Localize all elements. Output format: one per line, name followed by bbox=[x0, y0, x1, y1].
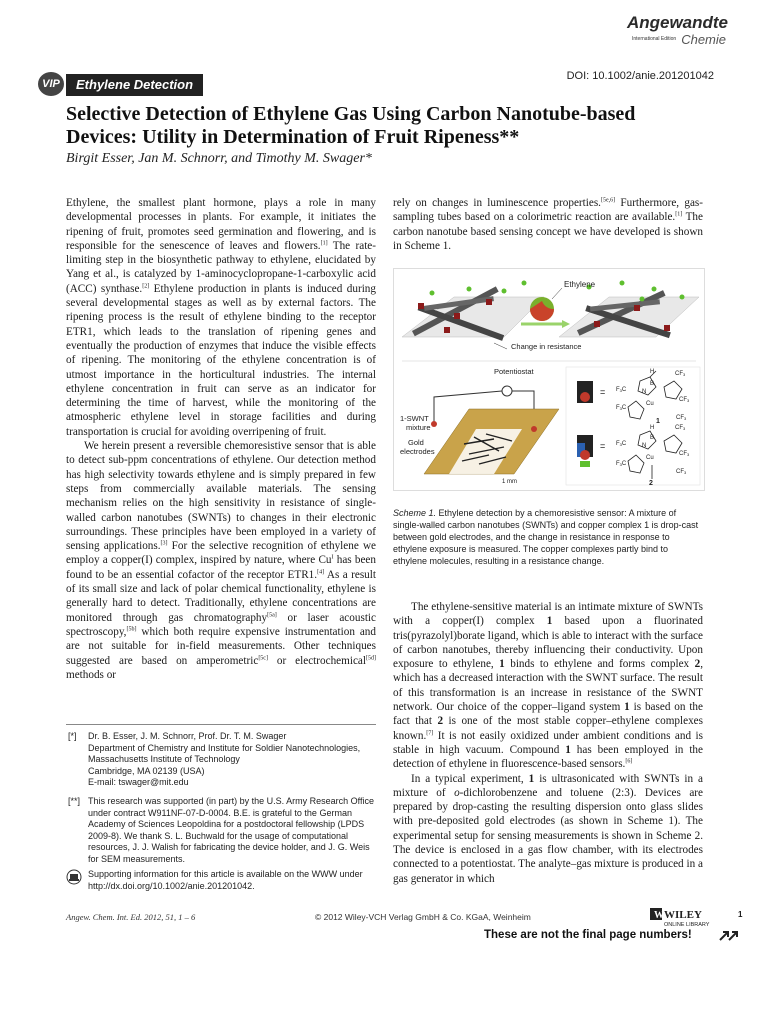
svg-text:W: W bbox=[654, 910, 664, 921]
journal-citation: Angew. Chem. Int. Ed. 2012, 51, 1 – 6 bbox=[66, 912, 196, 922]
reference[interactable]: [5c] bbox=[258, 654, 268, 661]
page-number: 1 bbox=[738, 910, 743, 919]
reference[interactable]: [1] bbox=[320, 240, 328, 247]
svg-text:F3C: F3C bbox=[616, 405, 627, 411]
paragraph: rely on changes in luminescence properties.[5e,6] Furthermore, gas-sampling tubes based on a colorimetric reaction are available.[1] The carbon nanotube based sensing concept we have developed is shown in Scheme 1. bbox=[393, 197, 703, 252]
svg-text:H: H bbox=[650, 425, 655, 431]
scheme-illustration bbox=[394, 269, 704, 490]
svg-text:=: = bbox=[600, 441, 606, 451]
footnote-acknowledgement: [**] This research was supported (in part) by the U.S. Army Research Office under contract W911NF-07-D-0004. B.E. is grateful to the German Academy of Sciences Leopoldina for a postdoctoral fellowship (LPDS 2009-8). We thank S. L. Buchwald for the usage of computational resources, J. J. Walish for fabricating the device holder, and J. G. Weis for SEM measurements. bbox=[68, 796, 374, 864]
footnote-affiliation: [*] Dr. B. Esser, J. M. Schnorr, Prof. Dr. T. M. Swager Department of Chemistry and Institute for Soldier Nanotechnologies, Massachusetts Institute of Technology Cambridge, MA 02139 (USA) E-mail: tswager@mit.edu bbox=[68, 731, 361, 788]
author-list: Birgit Esser, Jan M. Schnorr, and Timothy M. Swager* bbox=[66, 151, 372, 166]
svg-text:N: N bbox=[642, 443, 647, 449]
svg-text:F3C: F3C bbox=[616, 441, 627, 447]
final-page-note: These are not the final page numbers! bbox=[484, 929, 692, 941]
scheme-caption: Scheme 1. Ethylene detection by a chemoresistive sensor: A mixture of single-walled carbon nanotubes (SWNTs) and copper complex 1 is drop-cast between gold electrodes, and the change in resistance in response to ethylene exposure is measured. The copper complexes partly bind to ethylene molecules, resulting in a resistance change. bbox=[393, 508, 699, 566]
reference[interactable]: [5b] bbox=[126, 626, 137, 633]
scheme-1-figure bbox=[393, 268, 705, 491]
reference[interactable]: [1] bbox=[675, 211, 683, 218]
svg-text:CF3: CF3 bbox=[679, 397, 690, 403]
reference[interactable]: [5a] bbox=[267, 611, 277, 618]
compound-1-label: 1 bbox=[656, 418, 660, 425]
swnt-label: 1-SWNT bbox=[400, 414, 429, 423]
footnote-divider bbox=[66, 724, 376, 725]
body-left-column bbox=[66, 196, 376, 682]
svg-text:F3C: F3C bbox=[616, 387, 627, 393]
svg-text:Cu: Cu bbox=[646, 401, 654, 407]
svg-text:ONLINE LIBRARY: ONLINE LIBRARY bbox=[664, 922, 710, 928]
reference[interactable]: [7] bbox=[426, 729, 434, 736]
journal-name: Angewandte bbox=[626, 13, 728, 32]
reference[interactable]: [6] bbox=[625, 758, 633, 765]
wiley-online-library-logo bbox=[650, 906, 743, 928]
svg-text:CF3: CF3 bbox=[675, 425, 686, 431]
reference[interactable]: [2] bbox=[142, 283, 150, 290]
paragraph: In a typical experiment, 1 is ultrasonicated with SWNTs in a mixture of o-dichlorobenzene and toluene (2:3). Devices are prepared by drop-casting the resulting dispersion onto glass slides with pre-deposited gold electrodes (as shown in Scheme 1). The experimental setup for sensing measurements is shown in Scheme 2. The device is enclosed in a gas flow chamber, with its electrodes connected to a potentiostat. The analyte–gas mixture is produced in a gas generator in which bbox=[393, 772, 704, 885]
svg-text:B: B bbox=[650, 435, 655, 441]
article-title: Selective Detection of Ethylene Gas Using Carbon Nanotube-based Devices: Utility in Determination of Fruit Ripeness** bbox=[66, 103, 636, 148]
svg-text:B: B bbox=[650, 381, 655, 387]
scheme-caption-label: Scheme 1. bbox=[393, 508, 437, 518]
body-right-column-bottom bbox=[393, 600, 703, 886]
paragraph: Ethylene, the smallest plant hormone, plays a role in many developmental processes in plants. For example, it initiates the ripening of fruit, promotes seed germination and flowering, and is responsible for the senescence of leaves and flowers.[1] The rate-limiting step in the biosynthetic pathway to ethylene, elucidated by Yang et al., is catalyzed by 1-aminocyclopropane-1-carboxylic acid (ACC) synthase.[2] Ethylene production in plants is induced during several developmental stages as well as by external factors. The ripening process is the result of ethylene binding to the receptor ETR1, which leads to the translation of ripening genes and eventually the production of enzymes that induce the visible effects of ripening. The monitoring of the ethylene concentration is of utmost importance in the horticultural industries. The internal ethylene concentration in fruit can serve as an indicator for determining the time of harvest, while the monitoring of the atmospheric ethylene level in storage facilities and during transportation is crucial for avoiding overripening of fruit. bbox=[66, 197, 376, 438]
ethylene-label: Ethylene bbox=[564, 280, 596, 289]
reference[interactable]: [5d] bbox=[366, 654, 376, 661]
svg-text:F3C: F3C bbox=[616, 461, 627, 467]
vip-badge: VIP bbox=[38, 72, 64, 96]
svg-text:CF3: CF3 bbox=[676, 469, 687, 475]
svg-text:CF3: CF3 bbox=[675, 371, 686, 377]
section-label: Ethylene Detection bbox=[66, 74, 203, 96]
paragraph: We herein present a reversible chemoresistive sensor that is able to detect sub-ppm concentrations of ethylene. Our detection method has high selectivity towards ethylene and is simply prepared in few steps from commercially available materials. The sensing mechanism relies on the high sensitivity in resistance of single-walled carbon nanotubes (SWNTs) to changes in their electronic surroundings. These principles have been employed in a variety of sensing applications.[3] For the selective recognition of ethylene we employ a copper(I) complex, inspired by nature, where $Cu^I$ has been found to be an essential cofactor of the receptor ETR1.[4] As a result of its small size and lack of polar chemical functionality, ethylene is generally hard to detect. Traditionally, ethylene concentrations are monitored through gas chromatography[5a] or laser acoustic spectroscopy,[5b] which both require expensive instrumentation and are not suitable for in-field measurements. Other techniques suggested are based on amperometric[5c] or electrochemical[5d] methods or bbox=[66, 440, 376, 681]
svg-text:=: = bbox=[600, 387, 606, 397]
svg-text:CF3: CF3 bbox=[679, 451, 690, 457]
gold-electrodes-label: Gold bbox=[408, 438, 424, 447]
svg-text:Cu: Cu bbox=[646, 455, 654, 461]
double-arrow-icon bbox=[718, 926, 740, 942]
footnote-supporting-info[interactable]: Supporting information for this article is available on the WWW under http://dx.doi.org/10.1002/anie.201201042. bbox=[88, 869, 363, 891]
journal-sub: Chemie bbox=[681, 32, 726, 47]
footnote-marker: [*] bbox=[68, 731, 77, 741]
svg-text:mixture: mixture bbox=[406, 423, 431, 432]
compound-2-label: 2 bbox=[649, 480, 653, 487]
svg-text:WILEY: WILEY bbox=[664, 909, 702, 921]
journal-logo bbox=[568, 14, 728, 50]
copyright-notice: © 2012 Wiley-VCH Verlag GmbH & Co. KGaA, Weinheim bbox=[315, 912, 531, 922]
journal-edition: International Edition bbox=[632, 36, 677, 42]
change-in-resistance-label: Change in resistance bbox=[511, 342, 582, 351]
reference[interactable]: [4] bbox=[317, 568, 325, 575]
svg-text:N: N bbox=[642, 389, 647, 395]
svg-text:electrodes: electrodes bbox=[400, 447, 435, 456]
footnote-marker: [**] bbox=[68, 796, 81, 806]
potentiostat-label: Potentiostat bbox=[494, 367, 534, 376]
body-right-column-top bbox=[393, 196, 703, 253]
svg-text:CF3: CF3 bbox=[676, 415, 687, 421]
reference[interactable]: [3] bbox=[160, 540, 168, 547]
paragraph: The ethylene-sensitive material is an intimate mixture of SWNTs with a copper(I) complex 1 based upon a fluorinated tris(pyrazolyl)borate ligand, which is able to interact with the surface of carbon nanotubes, thereby influencing their conductivity. Upon exposure to ethylene, 1 binds to ethylene and forms complex 2, which has a decreased interaction with the SWNT surface. The result of this transformation is an increase in resistance of the SWNT network. Our choice of the copper–ligand system 1 is based on the fact that 2 is one of the most stable copper–ethylene complexes known.[7] It is not easily oxidized under ambient conditions and is stable in high vacuum. Compound 1 has been employed in the detection of ethylene in fluorescence-based sensors.[6] bbox=[393, 601, 703, 771]
svg-text:H: H bbox=[650, 369, 655, 375]
scale-bar-label: 1 mm bbox=[502, 479, 517, 485]
reference[interactable]: [5e,6] bbox=[600, 197, 616, 204]
doi-text[interactable]: DOI: 10.1002/anie.201201042 bbox=[566, 70, 714, 82]
